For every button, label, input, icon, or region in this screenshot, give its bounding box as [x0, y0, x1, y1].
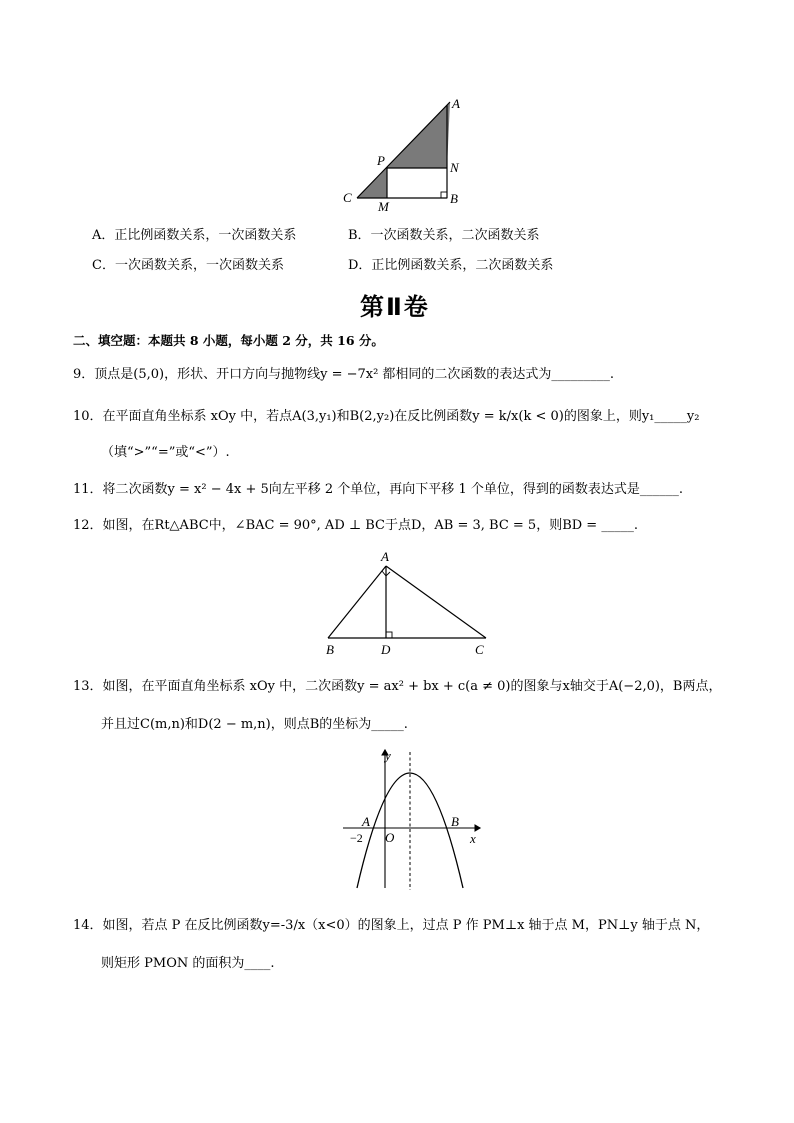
label-N: N — [450, 160, 459, 175]
label-A: A — [452, 96, 460, 111]
side-AC — [386, 566, 486, 638]
right-angle-mark — [441, 192, 447, 198]
question-12: 12．如图，在Rt△ABC中，∠BAC = 90°, AD ⊥ BC于点D，AB = 3, BC = 5，则BD = _____. — [73, 518, 638, 533]
label-neg2: −2 — [350, 831, 363, 845]
question-13-line2: 并且过C(m,n)和D(2 − m,n)，则点B的坐标为_____. — [101, 717, 408, 732]
question-9: 9．顶点是(5,0)，形状、开口方向与抛物线y = −7x² 都相同的二次函数的表达式为_________. — [73, 367, 615, 382]
right-triangle-figure — [320, 546, 500, 658]
label-A: A — [381, 549, 389, 564]
right-angle-mark-D — [386, 632, 392, 638]
label-O: O — [385, 830, 395, 845]
option-c: C．一次函数关系，一次函数关系 — [92, 258, 284, 273]
question-14-line2: 则矩形 PMON 的面积为____. — [101, 956, 275, 971]
question-13-line1: 13．如图，在平面直角坐标系 xOy 中，二次函数y = ax² + bx + c(a ≠ 0)的图象与x轴交于A(−2,0)，B两点， — [73, 679, 722, 694]
question-11: 11．将二次函数y = x² − 4x + 5向左平移 2 个单位，再向下平移 1 个单位，得到的函数表达式是______. — [73, 482, 683, 497]
label-B: B — [450, 191, 458, 206]
label-C: C — [343, 190, 352, 205]
label-B: B — [451, 814, 459, 829]
question-10-line2: （填“>”“=”或“<”）. — [101, 445, 230, 460]
label-A: A — [362, 814, 370, 829]
question-10-line1: 10．在平面直角坐标系 xOy 中，若点A(3,y₁)和B(2,y₂)在反比例函数y = k/x(k < 0)的图象上，则y₁_____y₂ — [73, 409, 700, 424]
label-D: D — [381, 642, 391, 657]
volume-title: 第Ⅱ卷 — [360, 293, 430, 321]
label-B: B — [326, 642, 334, 657]
triangle-rectangle-figure — [335, 92, 475, 214]
label-M: M — [378, 199, 389, 214]
section-heading: 二、填空题：本题共 8 小题，每小题 2 分，共 16 分。 — [73, 333, 384, 348]
label-x: x — [470, 831, 476, 846]
side-AB — [328, 566, 386, 638]
option-b: B．一次函数关系，二次函数关系 — [348, 228, 540, 243]
label-C: C — [475, 642, 484, 657]
option-a: A．正比例函数关系，一次函数关系 — [92, 228, 297, 243]
label-P: P — [377, 153, 385, 168]
option-d: D．正比例函数关系，二次函数关系 — [348, 258, 554, 273]
question-14-line1: 14．如图，若点 P 在反比例函数y=-3/x（x<0）的图象上，过点 P 作 PM⊥x 轴于点 M，PN⊥y 轴于点 N， — [73, 918, 710, 933]
label-y: y — [385, 748, 391, 763]
parabola-figure — [335, 742, 490, 897]
